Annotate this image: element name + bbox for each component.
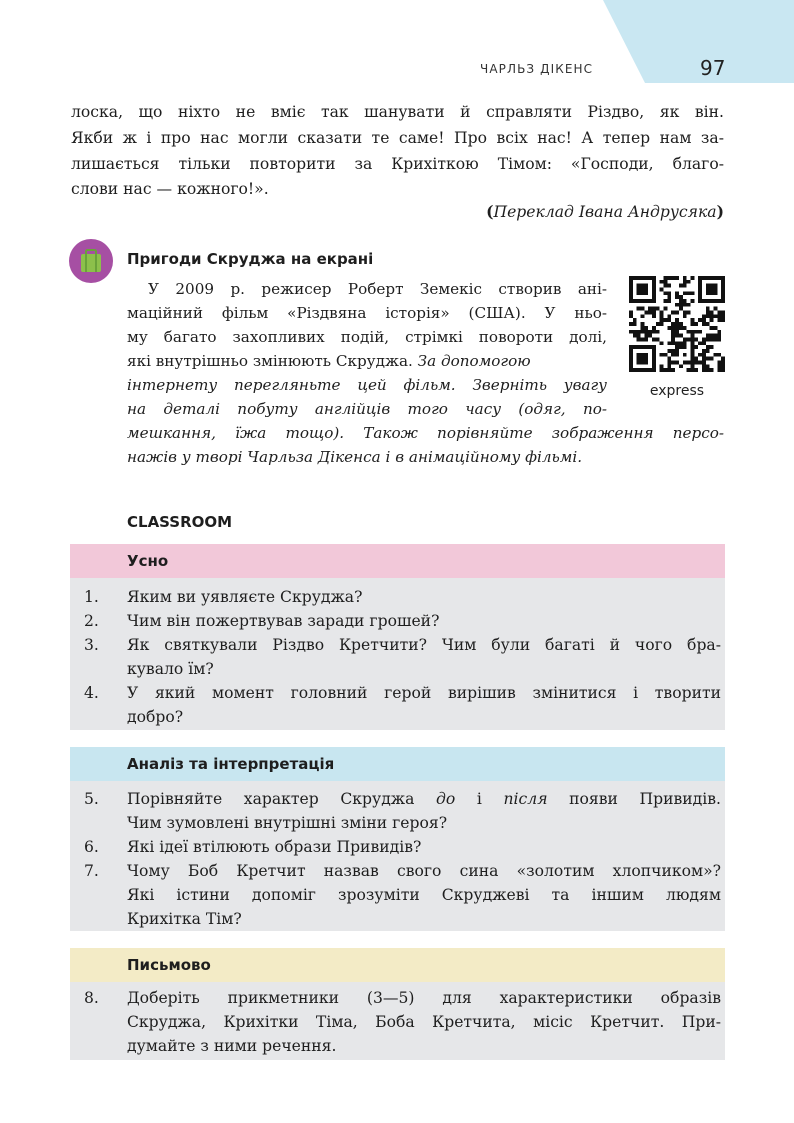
intro-line: слови нас — кожного!». xyxy=(71,180,269,198)
box-line: му багато захопливих подій, стрімкі повороти долі, xyxy=(127,328,607,346)
question-item: 3. Як святкували Різдво Кретчити? Чим були багаті й чого бра- кувало їм? xyxy=(84,636,721,678)
block-heading: Письмово xyxy=(70,948,725,982)
question-item: 4. У який момент головний герой вирішив змінитися і творити добро? xyxy=(84,684,721,726)
intro-line: лишається тільки повторити за Крихіткою Тімом: «Господи, благо- xyxy=(71,155,724,173)
question-item: 2. Чим він пожертвував заради грошей? xyxy=(84,612,440,630)
written-block xyxy=(70,948,725,1060)
qr-code[interactable] xyxy=(629,276,725,372)
oral-block xyxy=(70,544,725,730)
box-title: Пригоди Скруджа на екрані xyxy=(127,250,374,268)
question-item: 1. Яким ви уявляєте Скруджа? xyxy=(84,588,363,606)
film-case-icon xyxy=(69,239,113,283)
box-line: інтернету перегляньте цей фільм. Зверніть увагу xyxy=(127,376,607,394)
translator-name: Переклад Івана Андрусяка xyxy=(493,203,717,221)
box-line: мешкання, їжа тощо). Також порівняйте зображення персо- xyxy=(127,424,724,442)
question-item: 7. Чому Боб Кретчит назвав свого сина «золотим хлопчиком»? Які істини допоміг зрозуміти Скруджеві та іншим людям Крихітка Тім? xyxy=(84,862,721,928)
question-item: 8. Доберіть прикметники (3—5) для характеристики образів Скруджа, Крихітки Тіма, Боба Кретчита, місіс Кретчит. При- думайте з ними речення. xyxy=(84,989,721,1055)
box-line: на деталі побуту англійців того часу (одяг, по- xyxy=(127,400,607,418)
box-line: які внутрішньо змінюють Скруджа. За допомогою xyxy=(127,352,531,370)
running-head: ЧАРЛЬЗ ДІКЕНС xyxy=(480,62,594,76)
question-item: 6. Які ідеї втілюють образи Привидів? xyxy=(84,838,422,856)
box-line: У 2009 р. режисер Роберт Земекіс створив ані- xyxy=(148,280,607,298)
block-heading: Аналіз та інтерпретація xyxy=(70,747,725,781)
question-item: 5. Порівняйте характер Скруджа до і після появи Привидів. Чим зумовлені внутрішні зміни героя? xyxy=(84,790,721,832)
intro-line: Якби ж і про нас могли сказати те саме! Про всіх нас! А тепер нам за- xyxy=(71,129,724,147)
box-line: нажів у творі Чарльза Дікенса і в анімаційному фільмі. xyxy=(127,448,583,466)
block-heading: Усно xyxy=(70,544,725,578)
qr-caption: express xyxy=(649,383,705,399)
page-corner-tab xyxy=(603,0,794,83)
translation-credit: (Переклад Івана Андрусяка) xyxy=(486,202,724,221)
section-title: CLASSROOM xyxy=(127,513,233,531)
intro-line: лоска, що ніхто не вміє так шанувати й справляти Різдво, як він. xyxy=(71,103,724,121)
page-number: 97 xyxy=(700,56,726,80)
analysis-block xyxy=(70,747,725,931)
box-line: маційний фільм «Різдвяна історія» (США). У ньо- xyxy=(127,304,607,322)
